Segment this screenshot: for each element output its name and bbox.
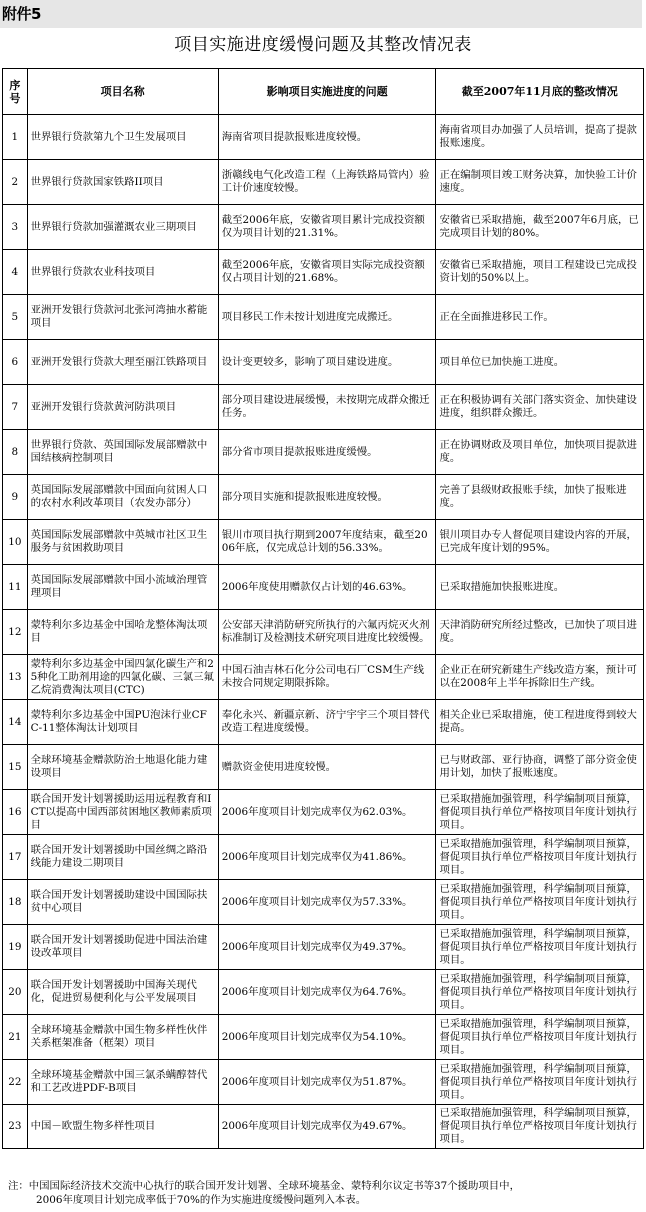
row-number: 16 (3, 790, 28, 835)
project-name: 世界银行贷款加强灌溉农业三期项目 (27, 205, 218, 250)
status-cell: 海南省项目办加强了人员培训，提高了提款报账速度。 (436, 115, 644, 160)
attachment-label: 附件5 (0, 0, 642, 28)
status-cell: 安徽省已采取措施，截至2007年6月底，已完成项目计划的80%。 (436, 205, 644, 250)
table-row (3, 385, 644, 430)
row-number: 21 (3, 1015, 28, 1060)
project-name: 蒙特利尔多边基金中国哈龙整体淘汰项目 (27, 610, 218, 655)
status-cell: 项目单位已加快施工进度。 (436, 340, 644, 385)
issue-cell: 浙赣线电气化改造工程（上海铁路局管内）验工计价速度较慢。 (218, 160, 436, 205)
status-cell: 已采取措施加强管理，科学编制项目预算，督促项目执行单位严格按项目年度计划执行项目。 (436, 925, 644, 970)
table-row (3, 160, 644, 205)
table-row (3, 880, 644, 925)
project-name: 英国国际发展部赠款中国面向贫困人口的农村水利改革项目（农发办部分） (27, 475, 218, 520)
table-row (3, 1105, 644, 1149)
project-name: 联合国开发计划署援助中国海关现代化，促进贸易便利化与公平发展项目 (27, 970, 218, 1015)
project-name: 英国国际发展部赠款中国小流域治理管理项目 (27, 565, 218, 610)
header-issue: 影响项目实施进度的问题 (218, 69, 436, 115)
status-cell: 天津消防研究所经过整改，已加快了项目进度。 (436, 610, 644, 655)
status-cell: 已采取措施加强管理，科学编制项目预算，督促项目执行单位严格按项目年度计划执行项目。 (436, 1060, 644, 1105)
row-number: 20 (3, 970, 28, 1015)
project-name: 世界银行贷款农业科技项目 (27, 250, 218, 295)
status-cell: 正在编制项目竣工财务决算，加快验工计价速度。 (436, 160, 644, 205)
status-cell: 安徽省已采取措施，项目工程建设已完成投资计划的50%以上。 (436, 250, 644, 295)
project-name: 联合国开发计划署援助运用远程教育和ICT以提高中国西部贫困地区教师素质项目 (27, 790, 218, 835)
table-row (3, 700, 644, 745)
table-row (3, 520, 644, 565)
issue-cell: 部分项目建设进展缓慢，未按期完成群众搬迁任务。 (218, 385, 436, 430)
issue-cell: 2006年度项目计划完成率仅为41.86%。 (218, 835, 436, 880)
issue-cell: 中国石油吉林石化分公司电石厂CSM生产线未按合同规定期限拆除。 (218, 655, 436, 700)
status-cell: 完善了县级财政报账手续，加快了报账进度。 (436, 475, 644, 520)
table-row (3, 745, 644, 790)
row-number: 12 (3, 610, 28, 655)
row-number: 9 (3, 475, 28, 520)
status-cell: 银川项目办专人督促项目建设内容的开展，已完成年度计划的95%。 (436, 520, 644, 565)
project-name: 亚洲开发银行贷款黄河防洪项目 (27, 385, 218, 430)
row-number: 19 (3, 925, 28, 970)
issue-cell: 公安部天津消防研究所执行的六氟丙烷灭火剂标准制订及检测技术研究项目进度比较缓慢。 (218, 610, 436, 655)
row-number: 13 (3, 655, 28, 700)
issue-cell: 2006年度项目计划完成率仅为49.37%。 (218, 925, 436, 970)
row-number: 22 (3, 1060, 28, 1105)
project-name: 联合国开发计划署援助中国丝绸之路沿线能力建设二期项目 (27, 835, 218, 880)
status-cell: 正在积极协调有关部门落实资金、加快建设进度，组织群众搬迁。 (436, 385, 644, 430)
issue-cell: 2006年度项目计划完成率仅为51.87%。 (218, 1060, 436, 1105)
row-number: 6 (3, 340, 28, 385)
row-number: 18 (3, 880, 28, 925)
project-name: 全球环境基金赠款中国三氯杀螨醇替代和工艺改进PDF-B项目 (27, 1060, 218, 1105)
project-name: 英国国际发展部赠款中英城市社区卫生服务与贫困救助项目 (27, 520, 218, 565)
project-name: 全球环境基金赠款中国生物多样性伙伴关系框架准备（框架）项目 (27, 1015, 218, 1060)
table-row (3, 1060, 644, 1105)
row-number: 17 (3, 835, 28, 880)
table-row (3, 655, 644, 700)
status-cell: 相关企业已采取措施，使工程进度得到较大提高。 (436, 700, 644, 745)
project-name: 联合国开发计划署援助建设中国国际扶贫中心项目 (27, 880, 218, 925)
table-row (3, 115, 644, 160)
footnote (8, 1179, 640, 1207)
table-body (3, 115, 644, 1149)
issue-cell: 截至2006年底，安徽省项目实际完成投资额仅占项目计划的21.68%。 (218, 250, 436, 295)
issues-table (2, 68, 644, 1149)
issue-cell: 项目移民工作未按计划进度完成搬迁。 (218, 295, 436, 340)
table-row (3, 205, 644, 250)
row-number: 23 (3, 1105, 28, 1149)
issue-cell: 截至2006年底，安徽省项目累计完成投资额仅为项目计划的21.31%。 (218, 205, 436, 250)
table-row (3, 1015, 644, 1060)
project-name: 亚洲开发银行贷款大理至丽江铁路项目 (27, 340, 218, 385)
issue-cell: 2006年度项目计划完成率仅为64.76%。 (218, 970, 436, 1015)
table-row (3, 610, 644, 655)
row-number: 3 (3, 205, 28, 250)
issue-cell: 2006年度项目计划完成率仅为54.10%。 (218, 1015, 436, 1060)
issue-cell: 2006年度项目计划完成率仅为49.67%。 (218, 1105, 436, 1149)
project-name: 蒙特利尔多边基金中国四氯化碳生产和25种化工助剂用途的四氯化碳、三氯三氟乙烷消费淘汰项目(CTC) (27, 655, 218, 700)
project-name: 中国－欧盟生物多样性项目 (27, 1105, 218, 1149)
table-row (3, 790, 644, 835)
issue-cell: 2006年度使用赠款仅占计划的46.63%。 (218, 565, 436, 610)
status-cell: 正在全面推进移民工作。 (436, 295, 644, 340)
footnote-line-2: 2006年度项目计划完成率低于70%的作为实施进度缓慢问题列入本表。 (36, 1194, 367, 1206)
header-project-name: 项目名称 (27, 69, 218, 115)
header-no: 序号 (3, 69, 28, 115)
row-number: 4 (3, 250, 28, 295)
status-cell: 企业正在研究新建生产线改造方案，预计可以在2008年上半年拆除旧生产线。 (436, 655, 644, 700)
status-cell: 已与财政部、亚行协商，调整了部分资金使用计划，加快了报账速度。 (436, 745, 644, 790)
status-cell: 已采取措施加强管理，科学编制项目预算，督促项目执行单位严格按项目年度计划执行项目。 (436, 1015, 644, 1060)
table-row (3, 565, 644, 610)
issue-cell: 2006年度项目计划完成率仅为62.03%。 (218, 790, 436, 835)
table-row (3, 250, 644, 295)
issue-cell: 海南省项目提款报账进度较慢。 (218, 115, 436, 160)
table-row (3, 835, 644, 880)
status-cell: 已采取措施加强管理，科学编制项目预算，督促项目执行单位严格按项目年度计划执行项目。 (436, 970, 644, 1015)
footnote-line-1: 注：中国国际经济技术交流中心执行的联合国开发计划署、全球环境基金、蒙特利尔议定书等37个援助项目中， (8, 1180, 520, 1192)
header-status: 截至2007年11月底的整改情况 (436, 69, 644, 115)
table-header (3, 69, 644, 115)
project-name: 世界银行贷款第九个卫生发展项目 (27, 115, 218, 160)
status-cell: 已采取措施加强管理，科学编制项目预算，督促项目执行单位严格按项目年度计划执行项目。 (436, 880, 644, 925)
row-number: 8 (3, 430, 28, 475)
row-number: 5 (3, 295, 28, 340)
status-cell: 已采取措施加强管理，科学编制项目预算，督促项目执行单位严格按项目年度计划执行项目。 (436, 1105, 644, 1149)
row-number: 7 (3, 385, 28, 430)
issue-cell: 奉化永兴、新疆京新、济宁宇宇三个项目替代改造工程进度缓慢。 (218, 700, 436, 745)
table-row (3, 475, 644, 520)
issue-cell: 部分项目实施和提款报账进度较慢。 (218, 475, 436, 520)
issue-cell: 部分省市项目提款报账进度缓慢。 (218, 430, 436, 475)
status-cell: 已采取措施加快报账进度。 (436, 565, 644, 610)
header-row (3, 69, 644, 115)
row-number: 10 (3, 520, 28, 565)
row-number: 14 (3, 700, 28, 745)
table-title: 项目实施进度缓慢问题及其整改情况表 (174, 35, 472, 55)
project-name: 全球环境基金赠款防治土地退化能力建设项目 (27, 745, 218, 790)
table-row (3, 340, 644, 385)
project-name: 世界银行贷款、英国国际发展部赠款中国结核病控制项目 (27, 430, 218, 475)
table-row (3, 430, 644, 475)
status-cell: 正在协调财政及项目单位，加快项目提款进度。 (436, 430, 644, 475)
issue-cell: 赠款资金使用进度较慢。 (218, 745, 436, 790)
issue-cell: 2006年度项目计划完成率仅为57.33%。 (218, 880, 436, 925)
table-row (3, 295, 644, 340)
status-cell: 已采取措施加强管理，科学编制项目预算，督促项目执行单位严格按项目年度计划执行项目。 (436, 790, 644, 835)
row-number: 15 (3, 745, 28, 790)
issue-cell: 设计变更较多，影响了项目建设进度。 (218, 340, 436, 385)
row-number: 1 (3, 115, 28, 160)
table-row (3, 970, 644, 1015)
project-name: 世界银行贷款国家铁路II项目 (27, 160, 218, 205)
row-number: 2 (3, 160, 28, 205)
project-name: 亚洲开发银行贷款河北张河湾抽水蓄能项目 (27, 295, 218, 340)
row-number: 11 (3, 565, 28, 610)
table-row (3, 925, 644, 970)
project-name: 蒙特利尔多边基金中国PU泡沫行业CFC-11整体淘汰计划项目 (27, 700, 218, 745)
issue-cell: 银川市项目执行期到2007年度结束，截至2006年底，仅完成总计划的56.33%。 (218, 520, 436, 565)
status-cell: 已采取措施加强管理，科学编制项目预算，督促项目执行单位严格按项目年度计划执行项目。 (436, 835, 644, 880)
project-name: 联合国开发计划署援助促进中国法治建设改革项目 (27, 925, 218, 970)
